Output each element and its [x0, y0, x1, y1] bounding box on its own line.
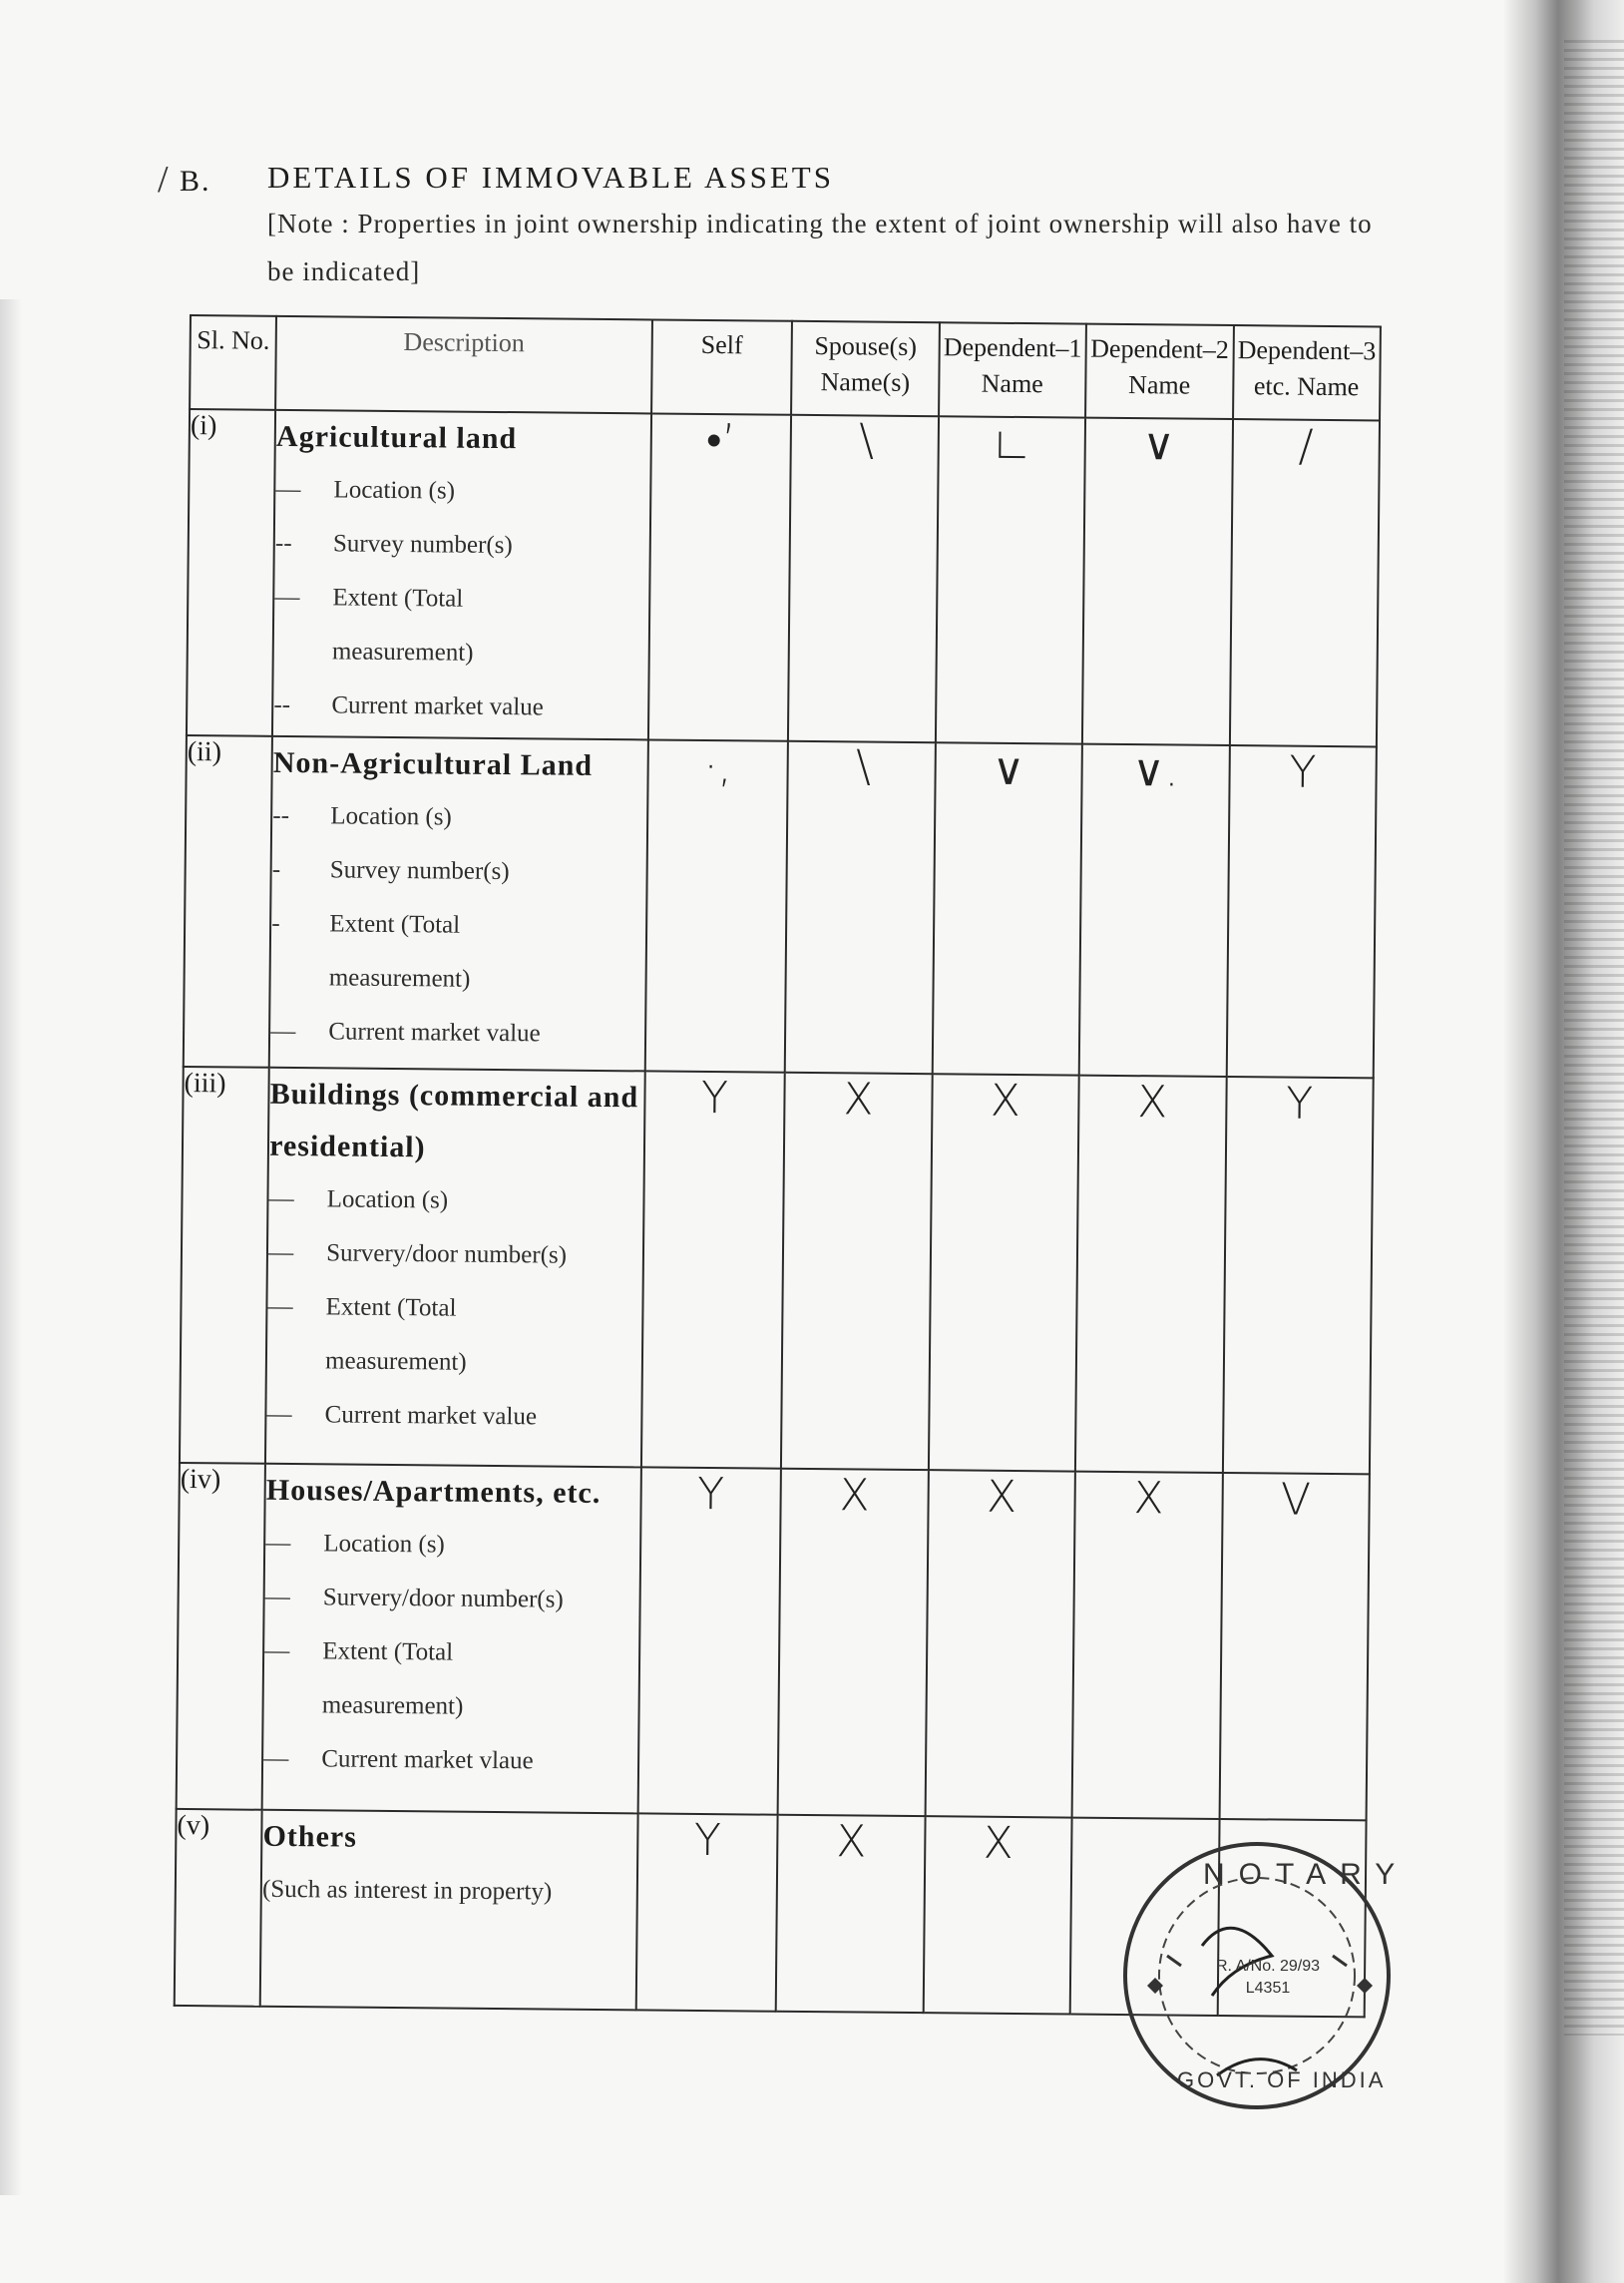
asset-item: Extent (Total — [325, 1293, 457, 1322]
mark-self: Y — [637, 1467, 781, 1814]
mark-spouse: ∖ — [788, 415, 939, 742]
mark-dependent-1: X — [925, 1470, 1075, 1817]
asset-item: Survey number(s) — [329, 856, 510, 886]
mark-dependent-1: ∟ — [936, 416, 1086, 743]
asset-item: measurement) — [324, 1347, 467, 1376]
mark-self: Y — [641, 1071, 785, 1468]
seal-bottom-text: GOVT. OF INDIA — [1177, 2067, 1387, 2092]
asset-item: Current market value — [324, 1401, 538, 1431]
row-sl-no: (ii) — [184, 735, 272, 1068]
asset-item: Survey number(s) — [332, 530, 513, 560]
row-sl-no: (i) — [187, 409, 275, 736]
header-description: Description — [275, 316, 651, 414]
mark-spouse: X — [776, 1815, 925, 2013]
row-description: Non-Agricultural Land -- Location (s) - Survey number(s) - Extent (Total measurement) — Current market value — [269, 736, 648, 1072]
seal-reg-no: R. A/No. 29/93 L4351 — [1215, 1958, 1321, 1997]
header-dependent-3: Dependent–3 etc. Name — [1233, 325, 1381, 420]
asset-title: Houses/Apartments, etc. — [265, 1473, 602, 1511]
asset-item: Extent (Total — [322, 1637, 454, 1666]
asset-item: Survery/door number(s) — [322, 1584, 564, 1613]
asset-item: Extent (Total — [332, 584, 464, 613]
asset-item: Location (s) — [330, 802, 452, 831]
section-note: [Note : Properties in joint ownership indicating the extent of joint ownership will also have to be indicated] — [267, 209, 1373, 286]
immovable-assets-table — [174, 314, 1382, 2018]
mark-dependent-2: X — [1075, 1076, 1226, 1473]
asset-item: Current market vlaue — [321, 1745, 534, 1775]
mark-dependent-1: ∨ — [932, 742, 1082, 1075]
mark-self: ·, — [644, 739, 788, 1072]
table-header-row — [190, 315, 1381, 420]
table-row — [187, 409, 1380, 746]
mark-dependent-2: ∨. — [1079, 744, 1230, 1077]
mark-dependent-3: / — [1229, 419, 1380, 746]
mark-dependent-3: Y — [1226, 745, 1377, 1078]
asset-item: Location (s) — [323, 1530, 445, 1559]
row-description: Houses/Apartments, etc. — Location (s) — Survery/door number(s) — Extent (Total measurement) — Current market vlaue — [262, 1464, 641, 1814]
mark-spouse: X — [781, 1073, 932, 1470]
row-sl-no: (iv) — [177, 1463, 265, 1810]
asset-item: Location (s) — [333, 476, 456, 505]
mark-spouse: X — [778, 1469, 929, 1816]
row-sl-no: (iii) — [180, 1067, 269, 1464]
section-letter: B. — [180, 165, 211, 198]
header-self: Self — [651, 319, 793, 414]
asset-item: measurement) — [321, 1691, 464, 1720]
scan-noise — [1564, 40, 1624, 2036]
asset-item: measurement) — [331, 638, 474, 667]
mark-dependent-2: ∨ — [1082, 418, 1233, 745]
mark-self: •’ — [648, 413, 792, 740]
header-sl-no: Sl. No. — [190, 315, 276, 410]
asset-item: measurement) — [328, 964, 471, 993]
asset-item: Current market value — [328, 1018, 541, 1048]
mark-dependent-3: V — [1219, 1473, 1370, 1820]
seal-top-text: NOTARY — [1203, 1858, 1410, 1891]
header-dependent-1: Dependent–1 Name — [939, 322, 1086, 417]
asset-item: (Such as interest in property) — [261, 1875, 553, 1906]
asset-item: Survery/door number(s) — [326, 1239, 568, 1269]
mark-self: Y — [635, 1813, 777, 2011]
table-row — [180, 1067, 1374, 1474]
asset-title: Others — [262, 1819, 358, 1854]
row-sl-no: (v) — [175, 1809, 262, 2007]
row-description: Agricultural land — Location (s) -- Survey number(s) — Extent (Total measurement) -- Current market value — [272, 410, 651, 740]
header-dependent-2: Dependent–2 Name — [1085, 324, 1233, 419]
table-row — [184, 735, 1377, 1078]
section-title: DETAILS OF IMMOVABLE ASSETS — [267, 160, 834, 195]
mark-dependent-3: Y — [1222, 1077, 1373, 1474]
asset-title: Non-Agricultural Land — [272, 745, 594, 782]
mark-spouse: ∖ — [785, 741, 936, 1074]
asset-item: Extent (Total — [329, 910, 461, 939]
header-spouse: Spouse(s) Name(s) — [791, 321, 939, 416]
asset-title: Agricultural land — [275, 419, 518, 456]
asset-item: Current market value — [331, 691, 544, 721]
notary-seal-stamp — [1107, 1836, 1410, 2120]
row-description: Buildings (commercial and residential) — Location (s) — Survery/door number(s) — Extent (Total measurement) — Current market value — [265, 1068, 644, 1468]
mark-dependent-2: X — [1072, 1472, 1223, 1819]
scan-left-edge — [0, 299, 22, 2195]
tick-mark: / — [158, 159, 169, 201]
asset-item: Location (s) — [326, 1185, 449, 1214]
asset-title: Buildings (commercial and residential) — [269, 1077, 639, 1164]
mark-dependent-1: X — [929, 1074, 1079, 1471]
row-description — [260, 1810, 637, 2011]
table-row — [177, 1463, 1370, 1820]
mark-dependent-1: X — [923, 1816, 1071, 2014]
